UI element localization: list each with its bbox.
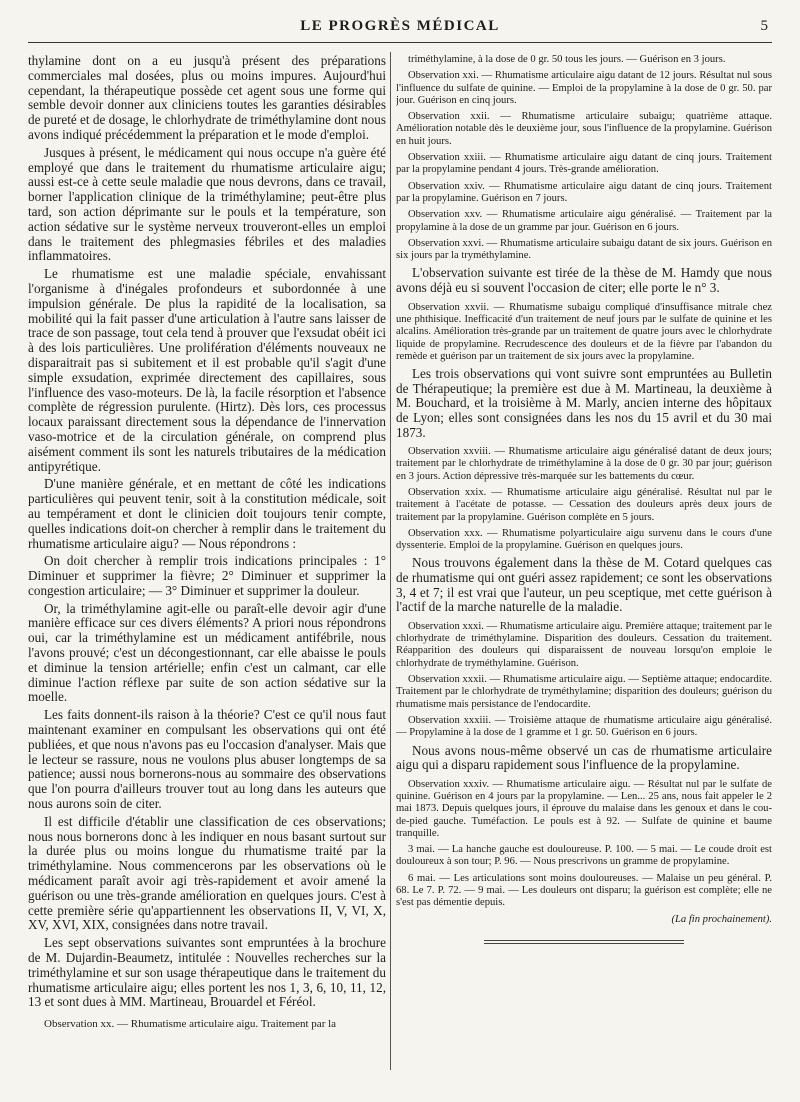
observation-entry: Observation xxxii. — Rhumatisme articulaire aigu. — Septième attaque; endocardite. Traitement par le chlorhydrate de tryméthylamine; disparition des douleurs; guérison du rhumatisme mais persistance de l'endocardite. [396,674,772,710]
page-header [28,18,772,43]
paragraph: Le rhumatisme est une maladie spéciale, envahissant l'organisme à d'inégales profondeurs et subordonnée à une impulsion générale. De plus la rapidité de la localisation, sa mobilité qui la fait passer d'une articulation à l'autre sans laisser de trace de son passage, tout cela tend à prouver que l'exsudat obéit ici à des lois particulières. Une prolifération d'éléments nouveaux ne disparaitrait pas si subitement et il est probable qu'il s'agit d'une simple exsudation, exprimée directement des capillaires, sous l'influence des vaso-moteurs. De là, la facile résorption et l'absence complète de régression purulente. (Hirtz). Dès lors, ces processus locaux paraissant directement sous la dépendance de l'innervation vaso-motrice et de la circulation générale, on comprend plus aisément comment ils sont les naturels tributaires de la médication antipyrétique. [28,266,386,474]
paragraph: Nous trouvons également dans la thèse de M. Cotard quelques cas de rhumatisme qui ont guéri assez rapidement; ce sont les observations 3, 4 et 7; il est vrai que l'auteur, un peu sceptique, met cette guérison à l'actif de la marche naturelle de la maladie. [396,555,772,615]
page-number: 5 [760,18,768,34]
paragraph: Il est difficile d'établir une classification de ces observations; nous nous bornerons donc à les indiquer en nous basant surtout sur la durée plus ou moins longue du rhumatisme traité par la triméthylamine. Nous commencerons par les observations où le médicament paraît avoir agi très-rapidement et avoir amené la guérison ou une très-grande amélioration en quelques jours. C'est à cette première série qu'appartiennent les observations II, V, VI, X, XV, XVI, XIX, consignées dans notre travail. [28,813,386,933]
paragraph: Nous avons nous-même observé un cas de rhumatisme articulaire aigu qui a disparu rapidement sous l'influence de la propylamine. [396,742,772,773]
observation-entry: Observation xxx. — Rhumatisme polyarticulaire aigu survenu dans le cours d'une dyssenterie. Emploi de la propylamine. Guérison en quelques jours. [396,527,772,552]
observation-entry: Observation xxiii. — Rhumatisme articulaire aigu datant de cinq jours. Traitement par la propylamine pendant 4 jours. Très-grande amélioration. [396,152,772,176]
observation-entry: Observation xxvii. — Rhumatisme subaigu compliqué d'insuffisance mitrale chez une phthisique. Inefficacité d'un traitement de neuf jours par le sulfate de quinine et les alcalins. Amélioration très-grande par un traitement de quatre jours avec le chlorhydrate liquide de propylamine. Recrudescence des douleurs et de la fièvre par l'abandon du remède et guérison par un traitement de six jours avec la propylamine. [396,301,772,362]
observation-entry: Observation xx. — Rhumatisme articulaire aigu. Traitement par la [44,1018,337,1031]
observation-entry: Observation xxv. — Rhumatisme articulaire aigu généralisé. — Traitement par la propylamine à la dose de un gramme par jour. Guérison en 6 jours. [396,209,772,233]
observation-entry: Observation xxii. — Rhumatisme articulaire subaigu; quatrième attaque. Amélioration notable dès le deuxième jour, sous l'influence de la propylamine. Guérison en huit jours. [396,111,772,147]
observation-entry: Observation xxiv. — Rhumatisme articulaire aigu datant de cinq jours. Traitement par la propylamine. Guérison en 7 jours. [396,180,772,204]
observation-entry: Observation xxxi. — Rhumatisme articulaire aigu. Première attaque; traitement par le chlorhydrate de triméthylamine. Disparition des douleurs. Cessation du traitement. Réapparition des douleurs qui disparaissent de nouveau lorsqu'on emploie le chlorhydrate de tryméthylamine. Guérison. [396,620,772,669]
observation-entry: Observation xxviii. — Rhumatisme articulaire aigu généralisé datant de deux jours; traitement par le chlorhydrate de triméthylamine à la dose de 0 gr. 30 par jour; guérison en 3 jours. Action dépressive très-marquée sur les battements du cœur. [396,446,772,482]
paragraph: Or, la triméthylamine agit-elle ou paraît-elle devoir agir d'une manière efficace sur ces divers éléments? A priori nous répondrons oui, car la triméthylamine est un médicament antifébrile, nous l'avons prouvé; c'est un décongestionnant, car elle abaisse le pouls et diminue la tension artérielle; enfin c'est un calmant, car elle diminue l'action réflexe par suite de son action sédative sur la moelle. [28,600,386,705]
observation-entry: triméthylamine, à la dose de 0 gr. 50 tous les jours. — Guérison en 3 jours. [408,54,726,65]
paragraph: Jusques à présent, le médicament qui nous occupe n'a guère été employé que dans le traitement du rhumatisme articulaire aigu; aussi est-ce à cette seule maladie que nous devrons, dans ce travail, borner l'application clinique de la triméthylamine; peut-être plus tard, son action déprimante sur le pouls et la température, son action sédative sur le système nerveux trouveront-elles un emploi dans le traitement des phlegmasies fébriles et des maladies inflammatoires. [28,144,386,264]
observation-entry: Observation xxvi. — Rhumatisme articulaire subaigu datant de six jours. Guérison en six jours par la tryméthylamine. [396,237,772,262]
closing-rule [484,940,684,944]
paragraph: D'une manière générale, et en mettant de côté les indications particulières qui peuvent tenir, soit à la constitution médicale, soit au tempérament et dont le clinicien doit toujours tenir compte, quelles indications doit-on chercher à remplir dans le traitement du rhumatisme articulaire aigu? — Nous répondrons : [28,476,386,551]
observation-entry: Observation xxxiii. — Troisième attaque de rhumatisme articulaire aigu généralisé. — Propylamine à la dose de 1 gramme et 1 gr. 50. Guérison en 6 jours. [396,714,772,739]
observation-entry: 6 mai. — Les articulations sont moins douloureuses. — Malaise un peu général. P. 68. Le 7. P. 72. — 9 mai. — Les douleurs ont disparu; la guérison est complète; elle ne s'est pas démentie depuis. [396,872,772,909]
observation-entry: 3 mai. — La hanche gauche est douloureuse. P. 100. — 5 mai. — Le coude droit est douloureux à son tour; P. 96. — Nous prescrivons un gramme de propylamine. [396,844,772,868]
observation-entry: Observation xxix. — Rhumatisme articulaire aigu généralisé. Résultat nul par le traitement à l'acétate de potasse. — Cessation des douleurs après deux jours de traitement par la propylamine. Guérison complète en 5 jours. [396,486,772,523]
paragraph: thylamine dont on a eu jusqu'à présent des préparations commerciales mal dosées, plus ou moins impures. Aujourd'hui cependant, la thérapeutique possède cet agent sous une forme qui semble devoir donner aux cliniciens toutes les garanties désirables de pureté et de dosage, le chlorhydrate de triméthylamine dont nous avons indiqué précédemment la préparation et le mode d'emploi. [28,54,386,142]
paragraph: Les faits donnent-ils raison à la théorie? C'est ce qu'il nous faut maintenant examiner en compulsant les observations qui ont été publiées, et que nous n'avons pas eu l'occasion d'analyser. Mais que le lecteur se rassure, nous ne voulons plus abuser longtemps de sa patience; aussi nous bornerons-nous au sommaire des observations que l'on pourra d'ailleurs trouver tout au long dans les auteurs que nous aurons soin de citer. [28,707,386,812]
paragraph: Les trois observations qui vont suivre sont empruntées au Bulletin de Thérapeutique; la première est due à M. Martineau, la deuxième à M. Bouchard, et la troisième à M. Marly, ancien interne des hôpitaux de Lyon; elles sont consignées dans les nos du 15 avril et du 30 mai 1873. [396,366,772,440]
column-divider [390,52,391,1070]
observation-entry: Observation xxi. — Rhumatisme articulaire aigu datant de 12 jours. Résultat nul sous l'influence du sulfate de quinine. — Emploi de la propylamine à la dose de 0 gr. 50. par jour. Guérison en cinq jours. [396,70,772,106]
journal-title: LE PROGRÈS MÉDICAL [300,18,500,34]
right-column [396,54,772,1084]
paragraph: Les sept observations suivantes sont empruntées à la brochure de M. Dujardin-Beaumetz, intitulée : Nouvelles recherches sur la triméthylamine et sur son usage thérapeutique dans le traitement du rhumatisme articulaire aigu; elles portent les nos 1, 3, 6, 10, 11, 12, 13 et sont dues à MM. Martineau, Brouardel et Féréol. [28,935,386,1010]
to-be-continued-note: (La fin prochainement). [671,913,772,925]
left-column [28,54,386,1084]
observation-entry: Observation xxxiv. — Rhumatisme articulaire aigu. — Résultat nul par le sulfate de quinine. Guérison en 4 jours par la propylamine. — Len... 25 ans, nous fait appeler le 2 mai 1873. Depuis quelques jours, il éprouve du malaise dans les genoux et dans le cou-de-pied gauche. Tuméfaction. Le pouls est à 92. — Sulfate de quinine et baume tranquille. [396,778,772,839]
paragraph: L'observation suivante est tirée de la thèse de M. Hamdy que nous avons déjà eu si souvent l'occasion de citer; elle porte le n° 3. [396,265,772,296]
paragraph: On doit chercher à remplir trois indications principales : 1° Diminuer et supprimer la fièvre; 2° Diminuer et supprimer la congestion articulaire; — 3° Diminuer et supprimer la douleur. [28,553,386,598]
